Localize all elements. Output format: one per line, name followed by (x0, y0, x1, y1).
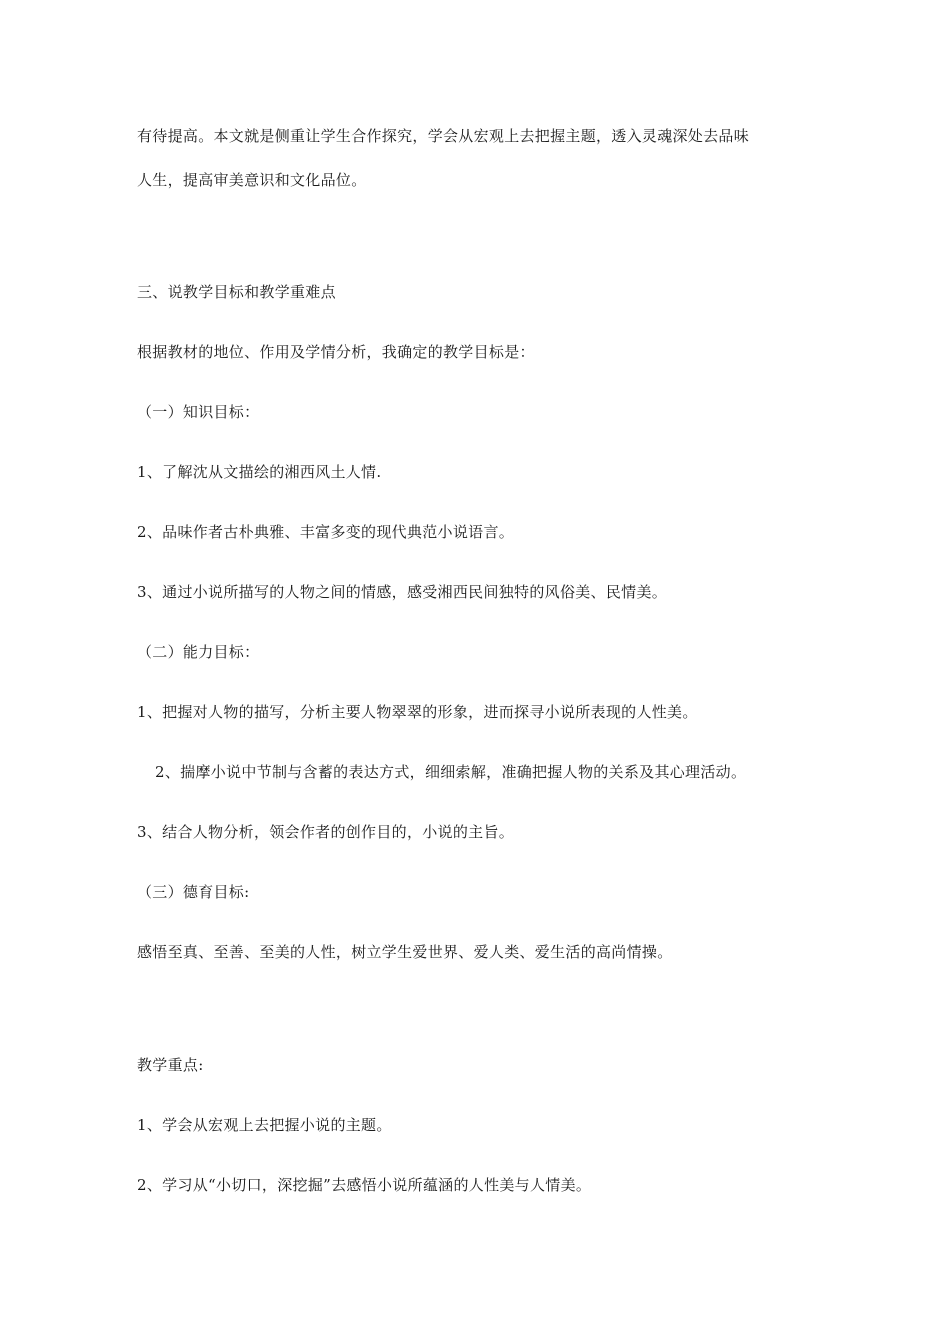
list-item: 1、把握对人物的描写，分析主要人物翠翠的形象，进而探寻小说所表现的人性美。 (137, 703, 698, 721)
list-item: 3、结合人物分析，领会作者的创作目的，小说的主旨。 (137, 823, 515, 841)
subsection-heading: （二）能力目标： (137, 643, 260, 661)
list-item: 2、品味作者古朴典雅、丰富多变的现代典范小说语言。 (137, 523, 515, 541)
paragraph-line: 根据教材的地位、作用及学情分析，我确定的教学目标是： (137, 343, 535, 361)
section-heading: 教学重点: (137, 1056, 204, 1074)
list-item: 1、学会从宏观上去把握小说的主题。 (137, 1116, 392, 1134)
paragraph-line: 有待提高。本文就是侧重让学生合作探究，学会从宏观上去把握主题，透入灵魂深处去品味 (137, 127, 750, 145)
list-item: 1、了解沈从文描绘的湘西风土人情. (137, 463, 382, 481)
list-item: 2、学习从“小切口，深挖掘”去感悟小说所蕴涵的人性美与人情美。 (137, 1176, 592, 1194)
list-item: 2、揣摩小说中节制与含蓄的表达方式，细细索解，准确把握人物的关系及其心理活动。 (155, 763, 747, 781)
paragraph-line: 感悟至真、至善、至美的人性，树立学生爱世界、爱人类、爱生活的高尚情操。 (137, 943, 673, 961)
subsection-heading: （三）德育目标: (137, 883, 250, 901)
paragraph-line: 人生，提高审美意识和文化品位。 (137, 171, 367, 189)
list-item: 3、通过小说所描写的人物之间的情感，感受湘西民间独特的风俗美、民情美。 (137, 583, 668, 601)
subsection-heading: （一）知识目标： (137, 403, 260, 421)
section-heading: 三、说教学目标和教学重难点 (137, 283, 336, 301)
